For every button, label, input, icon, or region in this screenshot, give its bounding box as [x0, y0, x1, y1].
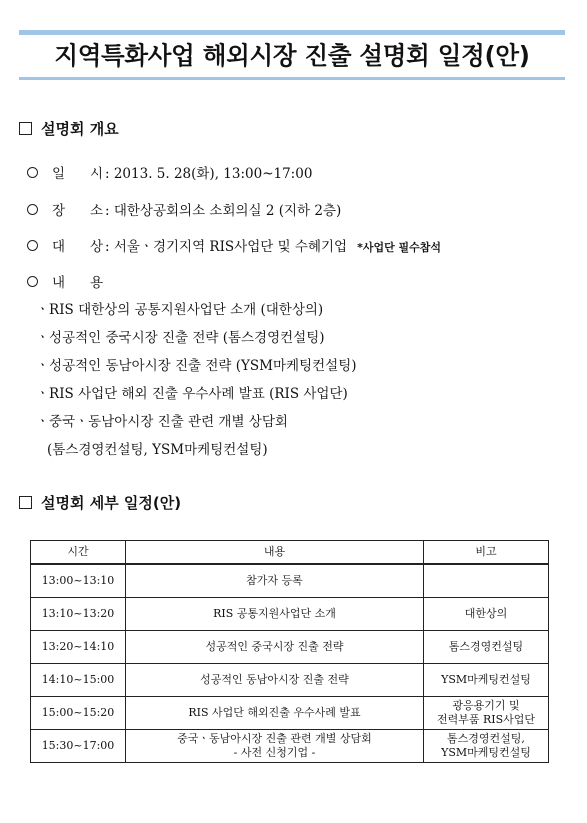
note-line: 톰스경영컨설팅,: [447, 731, 525, 745]
overview-date-label: 일 시: [52, 166, 104, 182]
note-line: YSM마케팅컨설팅: [441, 745, 531, 759]
note-cell: [424, 597, 549, 630]
table-row: [31, 630, 549, 663]
note-cell: [424, 663, 549, 696]
circle-bullet-icon: [27, 240, 38, 251]
table-row: [31, 564, 549, 597]
content-cell: [126, 564, 424, 597]
content-line: 성공적인 동남아시장 진출 전략: [200, 672, 349, 686]
content-cell: [126, 696, 424, 729]
overview-place-value: : 대한상공회의소 소회의실 2 (지하 2층): [105, 203, 342, 219]
header-content: 내용: [126, 541, 424, 565]
content-line: 성공적인 중국시장 진출 전략: [205, 639, 344, 653]
header-note: 비고: [424, 541, 549, 565]
content-line: 참가자 등록: [246, 573, 303, 587]
note-line: YSM마케팅컨설팅: [441, 672, 531, 686]
overview-target-label: 대 상: [52, 239, 104, 255]
section-overview-heading: [19, 118, 119, 139]
time-cell: 15:00~15:20: [31, 696, 126, 729]
content-cell: [126, 729, 424, 762]
content-line: RIS 사업단 해외진출 우수사례 발표: [188, 705, 361, 719]
time-cell: 13:00~13:10: [31, 564, 126, 597]
document-title: 지역특화사업 해외시장 진출 설명회 일정(안): [54, 41, 530, 70]
note-line: 광응용기기 및: [452, 698, 520, 712]
overview-target-value: : 서울ㆍ경기지역 RIS사업단 및 수혜기업: [105, 239, 348, 255]
overview-content-row: [27, 271, 105, 291]
overview-target-row: [27, 235, 441, 255]
section-overview-label: 설명회 개요: [41, 120, 119, 138]
table-row: [31, 597, 549, 630]
note-cell: [424, 564, 549, 597]
title-bottom-rule: [19, 77, 565, 80]
list-item: (톰스경영컨설팅, YSM마케팅컨설팅): [47, 442, 268, 458]
time-cell: 13:10~13:20: [31, 597, 126, 630]
content-line: 중국ㆍ동남아시장 진출 관련 개별 상담회: [177, 731, 372, 745]
schedule-table: [30, 540, 549, 763]
list-item: ㆍ성공적인 중국시장 진출 전략 (톰스경영컨설팅): [36, 330, 325, 346]
content-line: RIS 공통지원사업단 소개: [213, 606, 336, 620]
section-schedule-label: 설명회 세부 일정(안): [41, 494, 182, 512]
note-line: 대한상의: [464, 606, 508, 620]
table-row: [31, 696, 549, 729]
list-item: ㆍ중국ㆍ동남아시장 진출 관련 개별 상담회: [36, 414, 288, 430]
section-schedule-heading: [19, 492, 181, 513]
circle-bullet-icon: [27, 276, 38, 287]
note-line: 톰스경영컨설팅: [448, 639, 524, 653]
time-cell: 14:10~15:00: [31, 663, 126, 696]
table-row: [31, 729, 549, 762]
content-line: - 사전 신청기업 -: [233, 745, 316, 759]
header-time: 시간: [31, 541, 126, 565]
overview-target-note: *사업단 필수참석: [357, 241, 442, 254]
overview-place-label: 장 소: [52, 203, 104, 219]
circle-bullet-icon: [27, 204, 38, 215]
list-item: ㆍRIS 대한상의 공통지원사업단 소개 (대한상의): [36, 302, 324, 318]
content-cell: [126, 663, 424, 696]
overview-place-row: [27, 199, 341, 219]
content-cell: [126, 597, 424, 630]
note-cell: [424, 696, 549, 729]
note-line: 전력부품 RIS사업단: [436, 712, 536, 726]
overview-date-row: [27, 162, 312, 182]
list-item: ㆍ성공적인 동남아시장 진출 전략 (YSM마케팅컨설팅): [36, 358, 357, 374]
overview-date-value: : 2013. 5. 28(화), 13:00~17:00: [105, 166, 313, 182]
title-banner: [19, 30, 565, 80]
checkbox-square-icon: [19, 122, 32, 135]
checkbox-square-icon: [19, 496, 32, 509]
table-row: [31, 663, 549, 696]
overview-content-label: 내 용: [52, 275, 104, 291]
note-cell: [424, 630, 549, 663]
content-cell: [126, 630, 424, 663]
time-cell: 13:20~14:10: [31, 630, 126, 663]
table-header-row: [31, 541, 549, 565]
note-cell: [424, 729, 549, 762]
list-item: ㆍRIS 사업단 해외 진출 우수사례 발표 (RIS 사업단): [36, 386, 348, 402]
circle-bullet-icon: [27, 167, 38, 178]
time-cell: 15:30~17:00: [31, 729, 126, 762]
